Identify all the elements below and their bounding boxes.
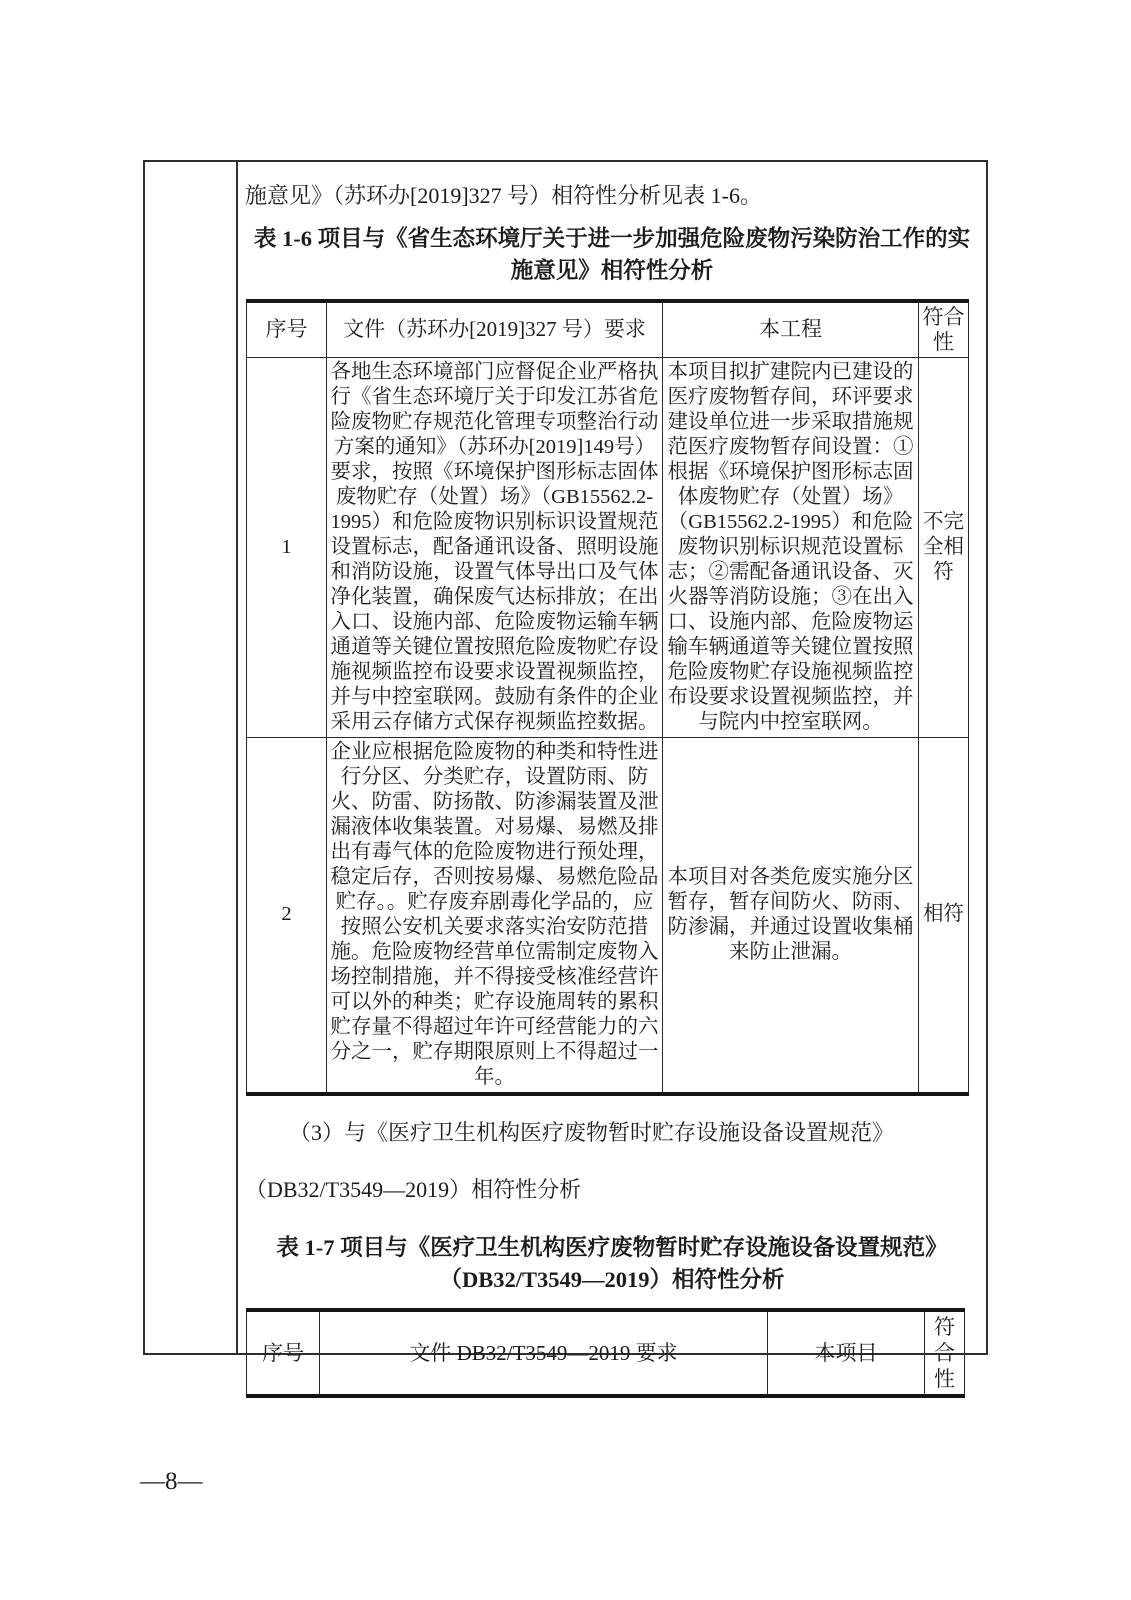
table-1-6-header-compliance: 符合性 — [919, 301, 969, 358]
table-row — [247, 737, 969, 1094]
table-1-6-title — [243, 223, 981, 288]
table-1-7-title-line-2: （DB32/T3549—2019）相符性分析 — [439, 1267, 785, 1293]
table-1-6-header-project: 本工程 — [663, 301, 919, 358]
table-1-6-header-requirement: 文件（苏环办[2019]327 号）要求 — [327, 301, 663, 358]
table-1-7-header-requirement: 文件 DB32/T3549—2019 要求 — [320, 1310, 768, 1396]
row-2-no: 2 — [247, 737, 327, 1094]
table-1-7 — [246, 1308, 965, 1398]
table-1-6-title-line-2: 施意见》相符性分析 — [510, 258, 714, 284]
table-1-6-header-no: 序号 — [247, 301, 327, 358]
row-2-project: 本项目对各类危废实施分区暂存，暂存间防火、防雨、防渗漏，并通过设置收集桶来防止泄漏。 — [663, 737, 919, 1094]
table-1-7-header-project: 本项目 — [768, 1310, 925, 1396]
intro-paragraph: 施意见》（苏环办[2019]327 号）相符性分析见表 1-6。 — [245, 183, 762, 208]
row-2-compliance: 相符 — [919, 737, 969, 1094]
table-1-6-header-row — [247, 301, 969, 358]
form-left-column — [145, 162, 238, 1353]
table-1-6 — [246, 299, 969, 1096]
section-3-heading-line-2: （DB32/T3549—2019）相符性分析 — [245, 1176, 582, 1202]
table-1-7-header-no: 序号 — [247, 1310, 320, 1396]
table-row — [247, 357, 969, 737]
table-1-7-title-line-1: 表 1-7 项目与《医疗卫生机构医疗废物暂时贮存设施设备设置规范》 — [276, 1234, 948, 1260]
page-number: —8— — [140, 1468, 203, 1495]
row-2-requirement: 企业应根据危险废物的种类和特性进行分区、分类贮存，设置防雨、防火、防雷、防扬散、防渗漏装置及泄漏液体收集装置。对易爆、易燃及排出有毒气体的危险废物进行预处理，稳定后存，否则按易爆、易燃危险品贮存。。贮存废弃剧毒化学品的，应按照公安机关要求落实治安防范措施。危险废物经营单位需制定废物入场控制措施，并不得接受核准经营许可以外的种类；贮存设施周转的累积贮存量不得超过年许可经营能力的六分之一，贮存期限原则上不得超过一年。 — [327, 737, 663, 1094]
form-outer-frame — [143, 160, 988, 1392]
section-3-heading-line-1: （3）与《医疗卫生机构医疗废物暂时贮存设施设备设置规范》 — [289, 1119, 895, 1145]
row-1-project: 本项目拟扩建院内已建设的医疗废物暂存间，环评要求建设单位进一步采取措施规范医疗废物暂存间设置：①根据《环境保护图形标志固体废物贮存（处置）场》（GB15562.2-1995）和危险废物识别标识规范设置标志；②需配备通讯设备、灭火器等消防设施；③在出入口、设施内部、危险废物运输车辆通道等关键位置按照危险废物贮存设施视频监控布设要求设置视频监控，并与院内中控室联网。 — [663, 357, 919, 737]
table-1-7-header-compliance: 符合性 — [925, 1310, 965, 1396]
table-1-6-title-line-1: 表 1-6 项目与《省生态环境厅关于进一步加强危险废物污染防治工作的实 — [253, 225, 971, 251]
row-1-requirement: 各地生态环境部门应督促企业严格执行《省生态环境厅关于印发江苏省危险废物贮存规范化管理专项整治行动方案的通知》（苏环办[2019]149号）要求，按照《环境保护图形标志固体废物贮存（处置）场》（GB15562.2-1995）和危险废物识别标识设置规范设置标志，配备通讯设备、照明设施和消防设施，设置气体导出口及气体净化装置，确保废气达标排放；在出入口、设施内部、危险废物运输车辆通道等关键位置按照危险废物贮存设施视频监控布设要求设置视频监控，并与中控室联网。鼓励有条件的企业采用云存储方式保存视频监控数据。 — [327, 357, 663, 737]
row-1-compliance: 不完全相符 — [919, 357, 969, 737]
row-1-no: 1 — [247, 357, 327, 737]
table-1-7-header-row — [247, 1310, 965, 1396]
form-content-area — [238, 162, 986, 1392]
table-1-7-title — [243, 1232, 981, 1297]
